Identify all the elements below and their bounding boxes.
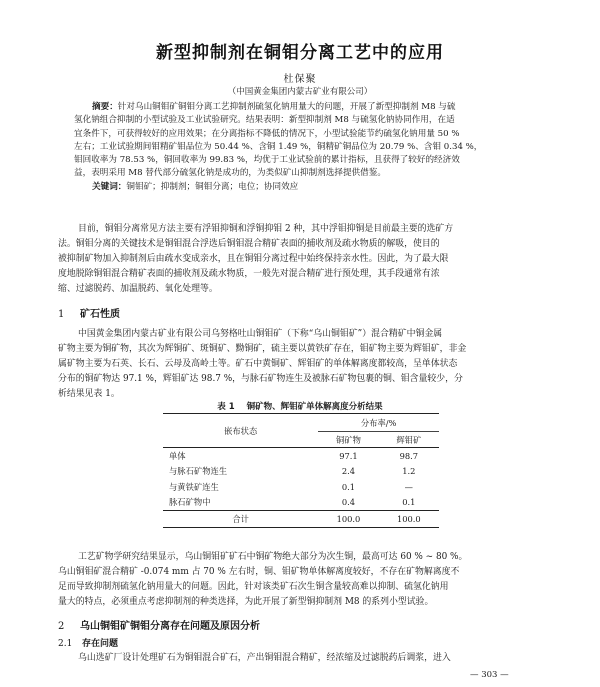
table-total-row <box>163 511 439 528</box>
table-row <box>163 479 439 495</box>
abstract-line: 钼回收率为 78.53 %，铜回收率为 99.83 %，均优于工业试验前的累计指标，且获得了较好的经济效 <box>74 155 460 166</box>
paper-title: 新型抑制剂在铜钼分离工艺中的应用 <box>156 43 444 63</box>
text-line: 乌山选矿厂设计处理矿石为铜钼混合矿石，产出铜钼混合精矿，经浓缩及过滤脱药后调浆，进入 <box>78 653 451 663</box>
section-title: 矿石性质 <box>80 309 120 320</box>
subsection-title: 存在问题 <box>82 639 119 649</box>
text-line: 分布的铜矿物达 97.1 %，辉钼矿达 98.7 %，与脉石矿物连生及被脉石矿物包裹的铜、钼含量较少，分 <box>58 374 463 384</box>
table-cell: 0.4 <box>341 497 356 508</box>
abstract-label: 摘要： <box>92 102 118 112</box>
problems-paragraph <box>58 651 542 666</box>
text-line: 被抑制矿物加入抑制剂后由疏水变成亲水，且在铜钼分离过程中始终保持亲水性。因此，为了最大限 <box>58 254 449 264</box>
text-line: 量大的特点，必须重点考虑抑制剂的种类选择，为此开展了新型铜抑制剂 M8 的系列小型试验。 <box>58 597 434 607</box>
table-cell-label: 合计 <box>163 511 318 528</box>
subsection-heading-2-1 <box>58 636 118 649</box>
text-line: 法。铜钼分离的关键技术是铜钼混合浮选后铜钼混合精矿表面的捕收剂及疏水物质的解吸，使目的 <box>58 239 440 249</box>
table-cell-label: 与脉石矿物连生 <box>169 466 228 477</box>
author-affiliation: （中国黄金集团内蒙古矿业有限公司） <box>227 87 373 97</box>
table-cell: 1.2 <box>402 466 416 477</box>
table-group-header: 分布率/% <box>318 414 439 432</box>
text-line: 析结果见表 1。 <box>58 389 120 399</box>
author-name: 杜保聚 <box>283 74 317 85</box>
table-number: 表 1 <box>217 402 235 412</box>
text-line: 中国黄金集团内蒙古矿业有限公司乌努格吐山铜钼矿（下称“乌山铜钼矿”）混合精矿中铜金属 <box>78 329 443 339</box>
table-row <box>163 448 439 464</box>
page-number: — 303 — <box>470 670 509 680</box>
table-cell-label: 与黄铁矿连生 <box>169 481 219 492</box>
abstract-line: 宜条件下，可获得较好的应用效果；在分离指标不降低的情况下，小型试验能节约硫氢化钠用量 50 % <box>74 128 460 139</box>
table-cell: 97.1 <box>339 450 358 461</box>
section-heading-2 <box>58 617 260 632</box>
text-line: 乌山铜钼矿混合精矿 -0.074 mm 占 70 % 左右时，铜、钼矿物单体解离度较好，不存在矿物解离度不 <box>58 567 460 577</box>
section-heading-1 <box>58 305 120 320</box>
table-cell: 98.7 <box>399 450 419 461</box>
keywords-label: 关键词： <box>92 181 127 192</box>
text-line: 属矿物主要为石英、长石、云母及高岭土等。矿石中黄铜矿、辉钼矿的单体解离度都较高，呈单体状态 <box>58 359 458 369</box>
table-row <box>163 495 439 511</box>
abstract-line: 益，表明采用 M8 替代部分硫氢化钠是成功的，为类似矿山抑制剂选择提供借鉴。 <box>74 168 386 179</box>
table-column-header: 辉钼矿 <box>379 432 439 448</box>
text-line: 目前，铜钼分离常见方法主要有浮钼抑铜和浮铜抑钼 2 种，其中浮钼抑铜是目前最主要的选矿方 <box>78 224 454 234</box>
table-cell: 0.1 <box>402 497 416 508</box>
table-cell: 0.1 <box>341 481 356 492</box>
mineralogy-paragraph <box>58 550 542 610</box>
table-cell-label: 脉石矿物中 <box>169 497 211 508</box>
table-row <box>163 464 439 480</box>
keywords: 铜钼矿；抑制剂；铜钼分离；电位；协同效应 <box>126 181 299 192</box>
liberation-table <box>163 413 439 528</box>
table-cell-label: 单体 <box>169 450 186 461</box>
abstract-line: 摘要：针对乌山铜钼矿铜钼分离工艺抑制剂硫氢化钠用量大的问题，开展了新型抑制剂 M8 与硫 <box>92 102 456 112</box>
intro-paragraph <box>58 222 542 297</box>
section-title: 乌山铜钼矿铜钼分离存在问题及原因分析 <box>80 621 260 632</box>
abstract-line: 左右；工业试验期间钼精矿钼品位为 50.44 %、含铜 1.49 %，铜精矿铜品位为 20.79 %、含钼 0.34 %， <box>74 141 483 152</box>
section-number: 1 <box>58 309 65 320</box>
text-line: 工艺矿物学研究结果显示，乌山铜钼矿矿石中铜矿物绝大部分为次生铜，最高可达 60 % ~ 80 %。 <box>78 552 468 562</box>
section-number: 2 <box>58 621 65 632</box>
abstract-line: 氢化钠组合抑制的小型试验及工业试验研究。结果表明：新型抑制剂 M8 与硫氢化钠协同作用，在适 <box>74 115 455 126</box>
table-column-header: 铜矿物 <box>318 432 378 448</box>
text-line: 度地脱除铜钼混合精矿表面的捕收剂及疏水物质，一般先对混合精矿进行预处理，其手段通常有浓 <box>58 269 440 279</box>
table-cell: 2.4 <box>341 466 356 477</box>
text-line: 缩、过滤脱药、加温脱药、氧化处理等。 <box>58 284 218 294</box>
text-line: 矿物主要为铜矿物，其次为辉铜矿、斑铜矿、黝铜矿，硫主要以黄铁矿存在，钼矿物主要为辉钼矿，非金 <box>58 344 467 354</box>
table-cell: 100.0 <box>379 511 439 528</box>
table-row-header: 嵌布状态 <box>163 414 318 448</box>
table-caption <box>0 400 600 412</box>
table-cell: 100.0 <box>318 511 378 528</box>
ore-properties-paragraph <box>58 327 542 402</box>
subsection-number: 2.1 <box>58 639 73 649</box>
table-cell: — <box>404 481 413 492</box>
text-line: 足而导致抑制剂硫氢化钠用量大的问题。因此，针对该类矿石次生铜含量较高难以抑制、硫氢化钠用 <box>58 582 449 592</box>
keywords-line <box>74 181 534 194</box>
abstract <box>74 101 534 194</box>
table-caption-text: 铜矿物、辉钼矿单体解离度分析结果 <box>246 402 383 412</box>
